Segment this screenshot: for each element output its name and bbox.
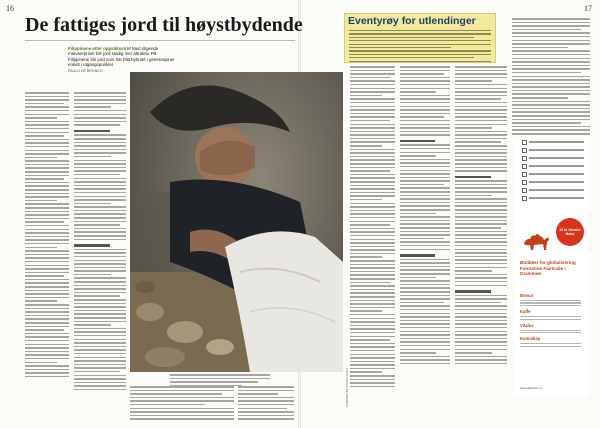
checklist-item — [522, 162, 584, 170]
checkbox-icon — [522, 164, 527, 169]
right-body-column-3 — [455, 66, 507, 420]
right-body-column-2 — [400, 66, 450, 420]
right-body-column-4 — [512, 18, 590, 136]
anniversary-badge: 10 år Greater Boko — [556, 218, 584, 246]
deck-text: Med stigende matvarepriser blir jord stadig mer attraktiv. På Filippinene blir jord som har blitt bybrukt i generasjoner enkelt i utgangspunktet — [68, 46, 175, 68]
deck-kicker: Filippinene etter oppsiktsstrid — [68, 46, 131, 51]
checklist-item — [522, 194, 584, 202]
camel-logo-icon — [522, 228, 552, 252]
checklist-item — [522, 170, 584, 178]
checklist-item — [522, 138, 584, 146]
photo-caption — [170, 374, 270, 386]
byline: PAULO DE BRONCO — [68, 68, 103, 73]
ad-section-title: Vitaluv — [520, 322, 534, 328]
checklist-item — [522, 154, 584, 162]
ad-sections — [520, 290, 586, 347]
checklist-item — [522, 186, 584, 194]
farmer-photo-illustration — [130, 72, 343, 372]
checkbox-icon — [522, 148, 527, 153]
ad-section-title: Kaffe — [520, 309, 531, 315]
article-deck — [68, 46, 176, 74]
checkbox-icon — [522, 172, 527, 177]
sidebar-title: Eventyrøy for utlendinger — [348, 15, 476, 27]
farmer-photo — [130, 72, 343, 372]
body-column-4 — [238, 386, 294, 420]
ad-section-title: Brexur — [520, 293, 534, 298]
right-page-number: 17 — [584, 4, 592, 13]
ad-section-title: Kunnskap — [520, 336, 541, 342]
sidebar-box — [344, 13, 496, 63]
body-column-2 — [74, 92, 126, 412]
ad-checklist — [522, 138, 584, 202]
headline-rule — [25, 40, 295, 41]
article-headline: De fattiges jord til høystbydende — [25, 14, 303, 36]
photo-credit: FOTO: PAULO DE BRONCO — [345, 368, 349, 407]
ad-footer-link[interactable]: www.tillgoder.no — [520, 386, 542, 390]
advertisement[interactable] — [514, 138, 589, 396]
checklist-item — [522, 178, 584, 186]
body-column-3 — [130, 386, 234, 420]
body-column-1 — [25, 92, 69, 412]
sidebar-body — [349, 30, 491, 62]
ad-headline: Butikker for globalisering Fairnation Fairtrade i Drammen — [520, 260, 576, 277]
checkbox-icon — [522, 196, 527, 201]
checkbox-icon — [522, 140, 527, 145]
checkbox-icon — [522, 156, 527, 161]
left-page-number: 16 — [6, 4, 14, 13]
checkbox-icon — [522, 180, 527, 185]
right-body-column-1 — [350, 66, 395, 420]
checkbox-icon — [522, 188, 527, 193]
checklist-item — [522, 146, 584, 154]
